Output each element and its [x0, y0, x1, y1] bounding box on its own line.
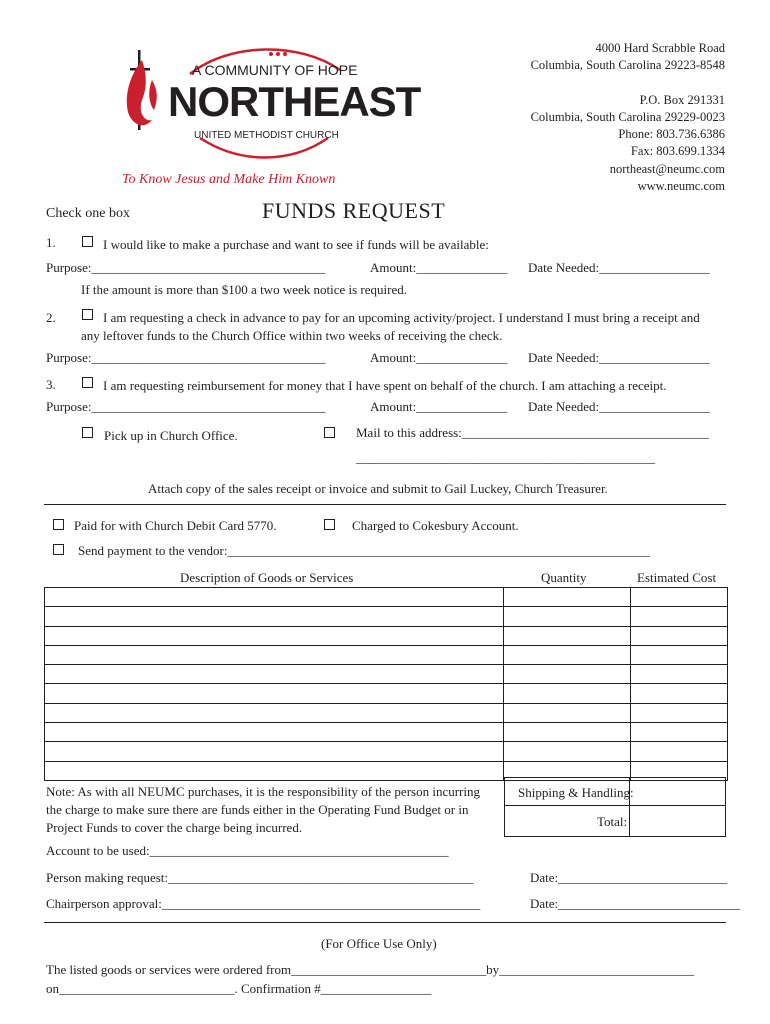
logo-sub: UNITED METHODIST CHURCH	[194, 130, 339, 141]
col-quantity-header: Quantity	[541, 570, 587, 585]
total-value[interactable]	[631, 806, 725, 836]
address-city: Columbia, South Carolina 29223-8548	[530, 58, 725, 73]
notice-text: If the amount is more than $100 a two week notice is required.	[81, 282, 407, 297]
logo-tagline: A COMMUNITY OF HOPE	[192, 62, 358, 78]
mail-checkbox[interactable]	[324, 427, 335, 438]
date-3-field[interactable]: Date Needed:_________________	[528, 399, 710, 414]
date-1-field[interactable]: Date Needed:_________________	[528, 260, 710, 275]
item-description-cell[interactable]	[45, 742, 504, 761]
table-row	[45, 607, 728, 626]
note-line-3: Project Funds to cover the charge being incurred.	[46, 820, 303, 835]
shipping-value[interactable]	[631, 778, 725, 804]
office-use-heading: (For Office Use Only)	[321, 936, 437, 951]
person-request-field[interactable]: Person making request:_______________________________________________	[46, 870, 474, 885]
table-row	[45, 645, 728, 664]
option-2-checkbox[interactable]	[82, 309, 93, 320]
item-cost-cell[interactable]	[631, 588, 728, 607]
item-cost-cell[interactable]	[631, 626, 728, 645]
address-block	[531, 40, 725, 195]
ordered-from-field[interactable]: The listed goods or services were ordered from______________________________by______________________________	[46, 962, 695, 977]
item-quantity-cell[interactable]	[504, 626, 631, 645]
item-cost-cell[interactable]	[631, 703, 728, 722]
section-divider	[44, 504, 726, 505]
option-1-text: I would like to make a purchase and want to see if funds will be available:	[103, 237, 489, 252]
col-cost-header: Estimated Cost	[637, 570, 717, 585]
person-date-field[interactable]: Date:__________________________	[530, 870, 728, 885]
address-fax: Fax: 803.699.1334	[630, 144, 725, 159]
item-description-cell[interactable]	[45, 723, 504, 742]
item-quantity-cell[interactable]	[504, 742, 631, 761]
office-divider	[44, 922, 726, 923]
item-cost-cell[interactable]	[631, 607, 728, 626]
address-email: northeast@neumc.com	[609, 161, 725, 176]
option-3-checkbox[interactable]	[82, 377, 93, 388]
item-cost-cell[interactable]	[631, 742, 728, 761]
item-description-cell[interactable]	[45, 665, 504, 684]
item-cost-cell[interactable]	[631, 645, 728, 664]
table-row	[45, 703, 728, 722]
option-1-number: 1.	[46, 235, 56, 250]
total-label: Total:	[597, 814, 628, 829]
option-3-number: 3.	[46, 377, 56, 392]
item-description-cell[interactable]	[45, 645, 504, 664]
chair-approval-field[interactable]: Chairperson approval:_________________________________________________	[46, 896, 481, 911]
option-2-text-line1: I am requesting a check in advance to pay for an upcoming activity/project. I understand I must bring a receipt and	[103, 310, 700, 325]
pickup-label: Pick up in Church Office.	[104, 428, 238, 443]
date-2-field[interactable]: Date Needed:_________________	[528, 350, 710, 365]
send-vendor-field[interactable]: Send payment to the vendor:_________________________________________________________________	[78, 543, 650, 558]
item-description-cell[interactable]	[45, 684, 504, 703]
totals-box	[504, 777, 726, 837]
option-2-text-line2: any leftover funds to the Church Office within two weeks of receiving the check.	[81, 328, 503, 343]
item-cost-cell[interactable]	[631, 723, 728, 742]
item-description-cell[interactable]	[45, 626, 504, 645]
shipping-label: Shipping & Handling:	[518, 785, 634, 800]
table-row	[45, 684, 728, 703]
address-po: P.O. Box 291331	[639, 92, 725, 107]
purpose-2-field[interactable]: Purpose:____________________________________	[46, 350, 326, 365]
confirmation-field[interactable]: on___________________________. Confirmation #_________________	[46, 981, 432, 996]
col-description-header: Description of Goods or Services	[180, 570, 354, 585]
item-description-cell[interactable]	[45, 761, 504, 780]
church-logo	[122, 44, 421, 194]
item-quantity-cell[interactable]	[504, 607, 631, 626]
item-cost-cell[interactable]	[631, 665, 728, 684]
purpose-1-field[interactable]: Purpose:____________________________________	[46, 260, 326, 275]
send-vendor-checkbox[interactable]	[53, 544, 64, 555]
note-line-1: Note: As with all NEUMC purchases, it is the responsibility of the person incurring	[46, 784, 480, 799]
table-row	[45, 723, 728, 742]
item-quantity-cell[interactable]	[504, 645, 631, 664]
address-phone: Phone: 803.736.6386	[618, 127, 725, 142]
address-web: www.neumc.com	[637, 179, 725, 194]
table-row	[45, 742, 728, 761]
table-row	[45, 588, 728, 607]
attach-instruction: Attach copy of the sales receipt or invoice and submit to Gail Luckey, Church Treasurer.	[148, 481, 608, 496]
item-quantity-cell[interactable]	[504, 703, 631, 722]
address-city-po: Columbia, South Carolina 29229-0023	[530, 109, 725, 124]
debit-card-checkbox[interactable]	[53, 519, 64, 530]
account-field[interactable]: Account to be used:______________________________________________	[46, 843, 449, 858]
item-description-cell[interactable]	[45, 703, 504, 722]
note-line-2: the charge to make sure there are funds either in the Operating Fund Budget or in	[46, 802, 469, 817]
item-cost-cell[interactable]	[631, 684, 728, 703]
cokesbury-label: Charged to Cokesbury Account.	[352, 518, 519, 533]
cross-flame-icon	[122, 50, 162, 140]
logo-name: NORTHEAST	[168, 78, 421, 125]
amount-3-field[interactable]: Amount:______________	[370, 399, 508, 414]
item-quantity-cell[interactable]	[504, 684, 631, 703]
item-description-cell[interactable]	[45, 588, 504, 607]
option-2-number: 2.	[46, 310, 56, 325]
check-one-label: Check one box	[46, 206, 130, 221]
logo-motto: To Know Jesus and Make Him Known	[122, 172, 336, 187]
item-quantity-cell[interactable]	[504, 665, 631, 684]
purpose-3-field[interactable]: Purpose:____________________________________	[46, 399, 326, 414]
cokesbury-checkbox[interactable]	[324, 519, 335, 530]
debit-card-label: Paid for with Church Debit Card 5770.	[74, 518, 277, 533]
amount-2-field[interactable]: Amount:______________	[370, 350, 508, 365]
mail-address-field[interactable]: Mail to this address:______________________________________	[356, 425, 709, 440]
item-quantity-cell[interactable]	[504, 588, 631, 607]
page-title: FUNDS REQUEST	[262, 198, 446, 223]
option-1-checkbox[interactable]	[82, 236, 93, 247]
item-description-cell[interactable]	[45, 607, 504, 626]
item-quantity-cell[interactable]	[504, 723, 631, 742]
mail-address-line2[interactable]: ______________________________________________	[356, 450, 655, 465]
amount-1-field[interactable]: Amount:______________	[370, 260, 508, 275]
items-table	[44, 587, 728, 781]
table-row	[45, 665, 728, 684]
option-3-text: I am requesting reimbursement for money that I have spent on behalf of the church. I am attaching a receipt.	[103, 378, 667, 393]
pickup-checkbox[interactable]	[82, 427, 93, 438]
address-street: 4000 Hard Scrabble Road	[595, 41, 725, 55]
table-row	[45, 626, 728, 645]
chair-date-field[interactable]: Date:____________________________	[530, 896, 741, 911]
